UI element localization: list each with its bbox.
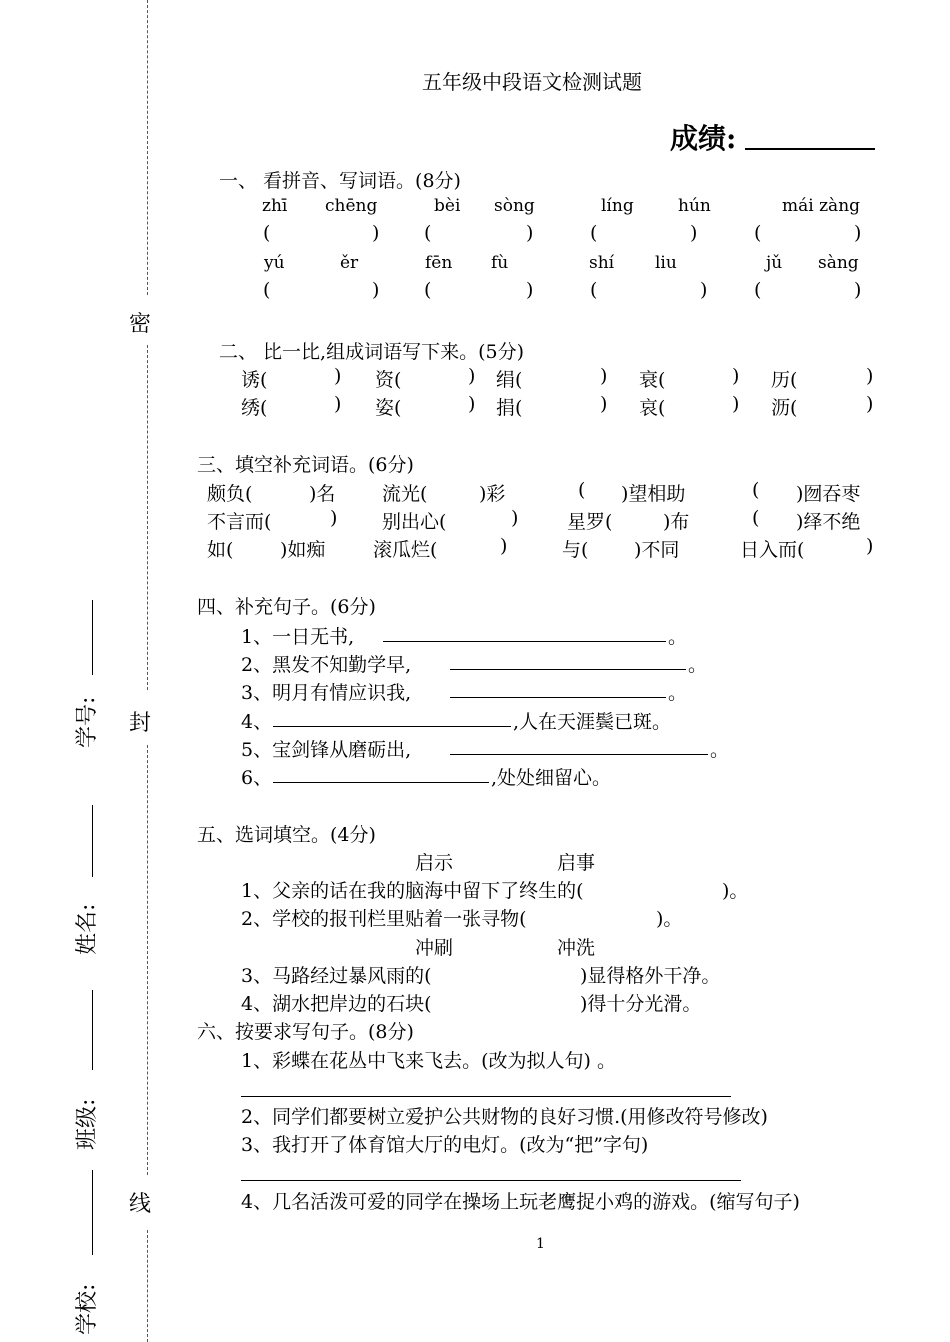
idiom-cell: 星罗( [567, 511, 613, 533]
idiom-cell: 滚瓜烂( [373, 539, 438, 561]
rewrite-q1: 1、彩蝶在花丛中飞来飞去。(改为拟人句) 。 [241, 1050, 616, 1072]
pinyin: sòng [494, 196, 535, 216]
paren-open: ( [424, 279, 432, 301]
pinyin: sàng [818, 253, 859, 273]
word-cell: 绣( [241, 397, 268, 419]
paren-open: ( [754, 222, 762, 244]
answer-blank[interactable] [273, 726, 511, 727]
sentence-item-6-text: ,处处细留心。 [491, 767, 612, 789]
sec4-heading: 四、补充句子。(6分) [197, 596, 376, 618]
idiom-cell: ( [578, 479, 586, 501]
pinyin: fēn [425, 253, 453, 273]
idiom-cell: )望相助 [621, 483, 686, 505]
seal-char-mi: 密 [129, 312, 152, 337]
paren-open: ( [754, 279, 762, 301]
student-id-blank[interactable] [92, 600, 93, 675]
word-cell: 诱( [241, 369, 268, 391]
paren-open: ( [590, 279, 598, 301]
paren-open: ( [263, 279, 271, 301]
word-cell: ) [600, 393, 608, 415]
sentence-item-6-num: 6、 [241, 767, 273, 789]
answer-line[interactable] [241, 1096, 731, 1097]
fill-sentence-1: 1、父亲的话在我的脑海中留下了终生的( [241, 880, 584, 902]
pinyin: jǔ [766, 253, 783, 273]
idiom-cell: )绎不绝 [796, 511, 861, 533]
idiom-cell: 与( [562, 539, 589, 561]
paren-close: ) [854, 279, 862, 301]
class-blank[interactable] [92, 990, 93, 1070]
answer-blank[interactable] [450, 754, 708, 755]
rewrite-q3: 3、我打开了体育馆大厅的电灯。(改为“把”字句) [241, 1134, 649, 1156]
paren-close: ) [526, 222, 534, 244]
seal-char-feng: 封 [129, 711, 152, 736]
pinyin: ěr [340, 253, 359, 273]
seal-dashed-line-2 [147, 345, 148, 690]
seal-dashed-line-4 [147, 1230, 148, 1342]
idiom-cell: 流光( [382, 483, 428, 505]
word-cell: 历( [771, 369, 798, 391]
sentence-item-4-num: 4、 [241, 711, 273, 733]
idiom-cell: 不言而( [207, 511, 272, 533]
paren-close: ) [690, 222, 698, 244]
idiom-cell: 如( [207, 539, 234, 561]
sec2-heading: 二、 比一比,组成词语写下来。(5分) [219, 341, 524, 363]
word-cell: ) [334, 393, 342, 415]
sec5-heading: 五、选词填空。(4分) [197, 824, 376, 846]
rewrite-q4: 4、几名活泼可爱的同学在操场上玩老鹰捉小鸡的游戏。(缩写句子) [241, 1191, 800, 1213]
school-label: 学校: [75, 1283, 100, 1335]
pinyin: shí [589, 253, 615, 273]
rewrite-q2: 2、同学们都要树立爱护公共财物的良好习惯.(用修改符号修改) [241, 1106, 768, 1128]
answer-blank[interactable] [450, 669, 686, 670]
pinyin: zhī [262, 196, 288, 216]
pinyin: yú [264, 253, 285, 273]
sentence-end: 。 [710, 739, 730, 761]
page-number: 1 [536, 1236, 545, 1252]
word-cell: 资( [375, 369, 402, 391]
fill-sentence-3: 3、马路经过暴风雨的( [241, 965, 432, 987]
sec3-heading: 三、填空补充词语。(6分) [197, 454, 414, 476]
sentence-end: 。 [688, 654, 708, 676]
idiom-cell: )布 [663, 511, 690, 533]
pinyin: mái zàng [782, 196, 861, 216]
answer-blank[interactable] [273, 782, 489, 783]
sentence-item-5: 5、宝剑锋从磨砺出, [241, 739, 412, 761]
idiom-cell: )不同 [634, 539, 680, 561]
paren-open: ( [590, 222, 598, 244]
paren-open: ( [263, 222, 271, 244]
word-choice: 启示 [415, 852, 454, 874]
pinyin: bèi [434, 196, 461, 216]
word-cell: 绢( [496, 369, 523, 391]
idiom-cell: ) [500, 535, 508, 557]
sentence-item-1: 1、一日无书, [241, 626, 355, 648]
idiom-cell: )如痴 [280, 539, 326, 561]
idiom-cell: ) [866, 535, 874, 557]
idiom-cell: ) [330, 507, 338, 529]
sentence-item-2: 2、黑发不知勤学早, [241, 654, 412, 676]
word-choice: 冲洗 [557, 937, 596, 959]
idiom-cell: )名 [309, 483, 336, 505]
fill-sentence-4-end: )得十分光滑。 [580, 993, 702, 1015]
paren-close: ) [700, 279, 708, 301]
student-id-label: 学号: [75, 696, 100, 748]
fill-sentence-4: 4、湖水把岸边的石块( [241, 993, 432, 1015]
paren-open: ( [424, 222, 432, 244]
name-label: 姓名: [75, 903, 100, 955]
paren-close: ) [372, 279, 380, 301]
name-blank[interactable] [92, 805, 93, 877]
word-cell: 衰( [639, 369, 666, 391]
fill-sentence-2: 2、学校的报刊栏里贴着一张寻物( [241, 908, 527, 930]
word-cell: ) [866, 365, 874, 387]
idiom-cell: )囫吞枣 [796, 483, 861, 505]
sentence-item-4-text: ,人在天涯鬓已斑。 [513, 711, 672, 733]
pinyin: fù [491, 253, 509, 273]
fill-sentence-3-end: )显得格外干净。 [580, 965, 721, 987]
class-label: 班级: [75, 1098, 100, 1150]
word-choice: 启事 [557, 852, 596, 874]
idiom-cell: ( [752, 479, 760, 501]
score-blank[interactable] [745, 148, 875, 150]
answer-blank[interactable] [383, 641, 666, 642]
word-cell: ) [866, 393, 874, 415]
page-title: 五年级中段语文检测试题 [422, 70, 642, 94]
word-cell: 捐( [496, 397, 523, 419]
paren-close: ) [526, 279, 534, 301]
word-cell: 姿( [375, 397, 402, 419]
idiom-cell: ) [511, 507, 519, 529]
answer-blank[interactable] [450, 697, 666, 698]
pinyin: chēng [325, 196, 378, 216]
sec1-heading: 一、 看拼音、写词语。(8分) [219, 170, 461, 192]
word-choice: 冲刷 [415, 937, 454, 959]
word-cell: ) [334, 365, 342, 387]
sentence-item-3: 3、明月有情应识我, [241, 682, 412, 704]
idiom-cell: 颇负( [207, 483, 253, 505]
fill-sentence-1-end: )。 [722, 880, 749, 902]
seal-dashed-line-1 [147, 0, 148, 295]
pinyin: hún [678, 196, 711, 216]
word-cell: ) [468, 393, 476, 415]
idiom-cell: ( [752, 507, 760, 529]
sec6-heading: 六、按要求写句子。(8分) [197, 1021, 414, 1043]
word-cell: ) [732, 365, 740, 387]
school-blank[interactable] [92, 1170, 93, 1255]
pinyin: líng [601, 196, 634, 216]
word-cell: 哀( [639, 397, 666, 419]
seal-char-xian: 线 [129, 1192, 152, 1217]
fill-sentence-2-end: )。 [656, 908, 683, 930]
score-label: 成绩: [670, 122, 737, 155]
seal-dashed-line-3 [147, 745, 148, 1175]
idiom-cell: 日入而( [740, 539, 805, 561]
paren-close: ) [854, 222, 862, 244]
sentence-end: 。 [668, 682, 688, 704]
sentence-end: 。 [668, 626, 688, 648]
word-cell: ) [600, 365, 608, 387]
pinyin: liu [655, 253, 677, 273]
word-cell: 沥( [771, 397, 798, 419]
idiom-cell: 别出心( [382, 511, 447, 533]
idiom-cell: )彩 [479, 483, 506, 505]
word-cell: ) [468, 365, 476, 387]
answer-line[interactable] [241, 1180, 741, 1181]
paren-close: ) [372, 222, 380, 244]
word-cell: ) [732, 393, 740, 415]
